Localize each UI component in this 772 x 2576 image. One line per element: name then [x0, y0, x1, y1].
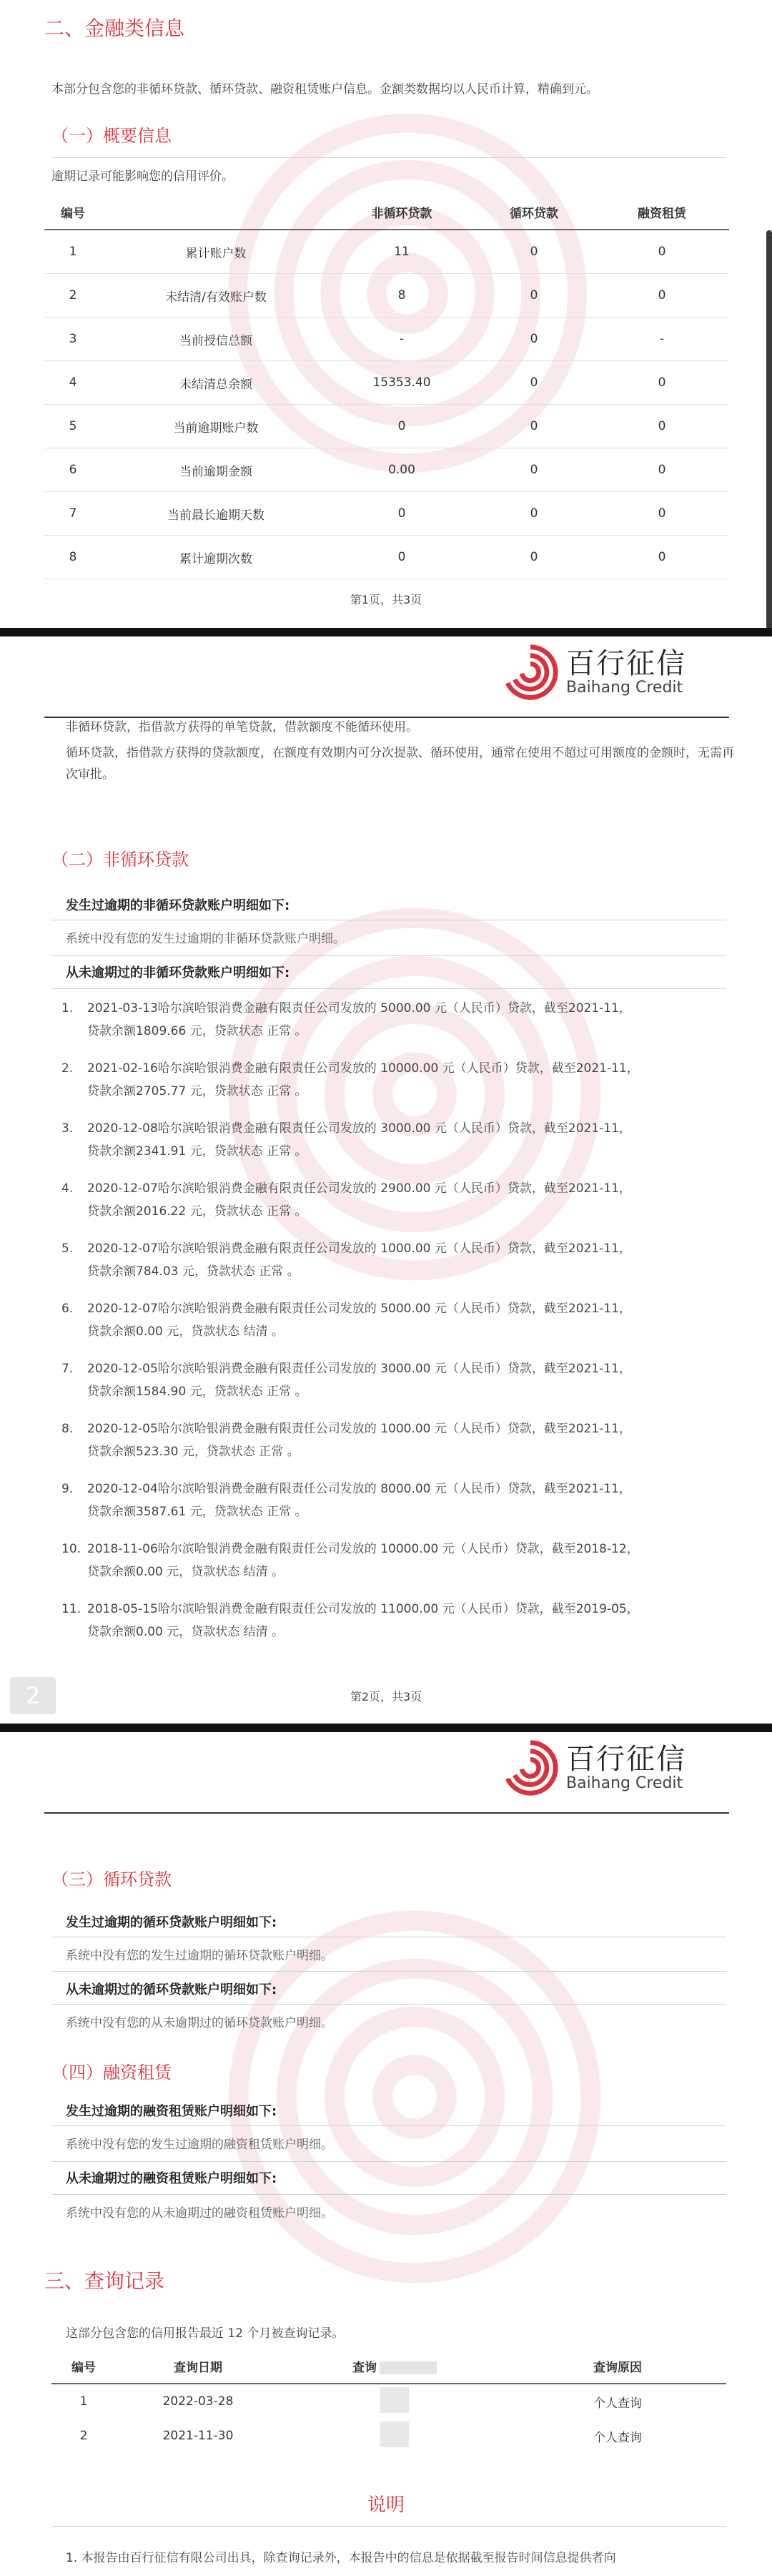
list-item-line2: 贷款余额2016.22 元，贷款状态 正常 。: [87, 1204, 307, 1219]
list-item-number: 10.: [61, 1542, 81, 1556]
cell-leasing: 0: [595, 536, 729, 579]
table-row: [44, 448, 729, 492]
list-item: [51, 1297, 738, 1357]
list-item-line1: 2020-12-04哈尔滨哈银消费金融有限责任公司发放的 8000.00 元（人民币）贷款，截至2021-11，: [87, 1482, 631, 1496]
report-page-1: [0, 0, 772, 628]
cell-number: 1: [44, 230, 102, 274]
divider: [51, 955, 726, 956]
cell-item: 当前授信总额: [102, 318, 330, 361]
subsection-title-leasing: （四）融资租赁: [51, 2063, 172, 2083]
page-footer: 第2页，共3页: [350, 1690, 422, 1704]
list-item-line1: 2018-11-06哈尔滨哈银消费金融有限责任公司发放的 10000.00 元（人民币）贷款，截至2018-12，: [87, 1542, 639, 1556]
summary-table: [44, 195, 729, 579]
col-header-item: [102, 195, 330, 230]
cell-item: 累计账户数: [102, 230, 330, 274]
logo-text-en: Baihang Credit: [566, 1774, 683, 1792]
list-item-line1: 2021-03-13哈尔滨哈银消费金融有限责任公司发放的 5000.00 元（人民币）贷款，截至2021-11，: [87, 1001, 631, 1016]
cell-revolving: 0: [473, 492, 595, 536]
col-header-query-reason: 查询原因: [509, 2349, 726, 2384]
cell-revolving: 0: [473, 536, 595, 579]
section-title-financial: 二、金融类信息: [44, 16, 185, 40]
list-item-number: 4.: [61, 1181, 74, 1196]
cell-revolving: 0: [473, 448, 595, 492]
cell-number: 1: [79, 2394, 88, 2409]
logo-text-en: Baihang Credit: [566, 679, 683, 697]
list-item: [51, 1057, 738, 1117]
cell-item: 未结清/有效账户数: [102, 274, 330, 318]
cell-leasing: 0: [595, 361, 729, 405]
list-item: [51, 1598, 738, 1658]
logo-text-cn: 百行征信: [566, 1743, 686, 1776]
cell-revolving: 0: [473, 274, 595, 318]
cell-leasing: 0: [595, 274, 729, 318]
divider: [51, 2526, 726, 2527]
subsection-title-nonrevolving: （二）非循环贷款: [51, 850, 189, 870]
list-item-line1: 2020-12-05哈尔滨哈银消费金融有限责任公司发放的 3000.00 元（人民币）贷款，截至2021-11，: [87, 1362, 631, 1376]
col-header-nonrevolving: 非循环贷款: [330, 195, 473, 230]
table-row: [51, 2384, 726, 2419]
header-divider: [44, 1812, 729, 1814]
cell-leasing: -: [595, 318, 729, 361]
table-row: [44, 536, 729, 579]
list-item: [51, 1417, 738, 1478]
rev-normal-text: 系统中没有您的从未逾期过的循环贷款账户明细。: [66, 2016, 333, 2030]
cell-nonrevolving: -: [330, 318, 473, 361]
page-separator: [0, 1724, 772, 1732]
list-item-line1: 2021-02-16哈尔滨哈银消费金融有限责任公司发放的 10000.00 元（人民币）贷款，截至2021-11，: [87, 1061, 639, 1076]
list-item-line2: 贷款余额784.03 元，贷款状态 正常 。: [87, 1264, 300, 1279]
cell-number: 3: [44, 318, 102, 361]
overdue-text: 系统中没有您的发生过逾期的非循环贷款账户明细。: [66, 932, 345, 946]
list-item-number: 5.: [61, 1242, 74, 1256]
query-table: [51, 2349, 726, 2453]
report-page-2: [0, 636, 772, 1724]
cell-nonrevolving: 8: [330, 274, 473, 318]
table-row: [44, 492, 729, 536]
list-item-line2: 贷款余额1584.90 元，贷款状态 正常 。: [87, 1385, 307, 1399]
notes-title: 说明: [367, 2494, 405, 2516]
table-row: [44, 318, 729, 361]
list-item-line1: 2020-12-07哈尔滨哈银消费金融有限责任公司发放的 2900.00 元（人民币）贷款，截至2021-11，: [87, 1181, 631, 1196]
lease-normal-text: 系统中没有您的从未逾期过的融资租赁账户明细。: [66, 2206, 333, 2221]
list-item-line2: 贷款余额2705.77 元，贷款状态 正常 。: [87, 1084, 307, 1098]
list-item-line2: 贷款余额523.30 元，贷款状态 正常 。: [87, 1445, 300, 1459]
redacted-block: [380, 2422, 409, 2447]
cell-revolving: 0: [473, 318, 595, 361]
list-item: [51, 1177, 738, 1237]
table-row: [44, 361, 729, 405]
cell-item: 当前逾期账户数: [102, 405, 330, 448]
col-header-number: 编号: [44, 195, 102, 230]
redacted-block: [380, 2387, 409, 2413]
def-revolving: 循环贷款，指借款方获得的贷款额度，在额度有效期内可分次提款、循环使用，通常在使用不超过可用额度的金额时，无需再次审批。: [66, 746, 734, 782]
overdue-note: 逾期记录可能影响您的信用评价。: [51, 169, 234, 184]
cell-item: 当前逾期金额: [102, 448, 330, 492]
list-item-line1: 2020-12-08哈尔滨哈银消费金融有限责任公司发放的 3000.00 元（人民币）贷款，截至2021-11，: [87, 1121, 631, 1136]
redacted-block: [380, 2361, 437, 2374]
baihang-logo: [500, 1738, 686, 1798]
lease-normal-heading: 从未逾期过的融资租赁账户明细如下:: [66, 2171, 277, 2186]
cell-number: 2: [79, 2429, 88, 2443]
list-item-line2: 贷款余额2341.91 元，贷款状态 正常 。: [87, 1144, 307, 1159]
list-item-number: 7.: [61, 1362, 74, 1376]
list-item: [51, 1538, 738, 1598]
list-item-number: 3.: [61, 1121, 74, 1136]
cell-query-reason: 个人查询: [593, 2396, 642, 2411]
list-item-line1: 2020-12-07哈尔滨哈银消费金融有限责任公司发放的 1000.00 元（人民币）贷款，截至2021-11，: [87, 1242, 631, 1256]
overdue-heading: 发生过逾期的非循环贷款账户明细如下:: [66, 898, 290, 913]
lease-overdue-text: 系统中没有您的发生过逾期的融资租赁账户明细。: [66, 2138, 333, 2152]
col-header-number: 编号: [51, 2349, 116, 2384]
section-intro: 本部分包含您的非循环贷款、循环贷款、融资租赁账户信息。金额类数据均以人民币计算，精确到元。: [51, 82, 598, 97]
list-item-line2: 贷款余额0.00 元，贷款状态 结清 。: [87, 1324, 284, 1339]
divider: [51, 2161, 726, 2162]
query-intro: 这部分包含您的信用报告最近 12 个月被查询记录。: [66, 2326, 345, 2341]
baihang-logo-icon: [500, 642, 560, 702]
col-header-leasing: 融资租赁: [595, 195, 729, 230]
baihang-logo: [500, 642, 686, 702]
page-footer: 第1页，共3页: [350, 593, 422, 606]
page-separator: [0, 628, 772, 636]
cell-nonrevolving: 0: [330, 492, 473, 536]
subsection-title-revolving: （三）循环贷款: [51, 1869, 172, 1889]
cell-revolving: 0: [473, 405, 595, 448]
cell-item: 当前最长逾期天数: [102, 492, 330, 536]
cell-revolving: 0: [473, 361, 595, 405]
cell-query-org: [280, 2384, 509, 2419]
cell-nonrevolving: 0.00: [330, 448, 473, 492]
rev-overdue-heading: 发生过逾期的循环贷款账户明细如下:: [66, 1915, 277, 1930]
list-item-line1: 2020-12-05哈尔滨哈银消费金融有限责任公司发放的 1000.00 元（人民币）贷款，截至2021-11，: [87, 1422, 631, 1436]
list-item-line1: 2020-12-07哈尔滨哈银消费金融有限责任公司发放的 5000.00 元（人民币）贷款，截至2021-11，: [87, 1302, 631, 1316]
list-item-line1: 2018-05-15哈尔滨哈银消费金融有限责任公司发放的 11000.00 元（人民币）贷款，截至2019-05，: [87, 1602, 639, 1616]
list-item: [51, 997, 738, 1057]
subsection-title-summary: （一）概要信息: [51, 126, 172, 146]
section-title-query: 三、查询记录: [44, 2269, 165, 2293]
table-row: [44, 405, 729, 448]
col-header-query-org: 查询: [280, 2349, 509, 2384]
cell-leasing: 0: [595, 405, 729, 448]
cell-leasing: 0: [595, 448, 729, 492]
table-row: [51, 2419, 726, 2453]
baihang-logo-icon: [500, 1738, 560, 1798]
divider: [51, 1971, 726, 1972]
col-header-revolving: 循环贷款: [473, 195, 595, 230]
table-header-row: [51, 2349, 726, 2384]
list-item-number: 8.: [61, 1422, 74, 1436]
cell-item: 累计逾期次数: [102, 536, 330, 579]
def-nonrevolving: 非循环贷款，指借款方获得的单笔贷款，借款额度不能循环使用。: [66, 720, 418, 734]
report-page-3: [0, 1732, 772, 2576]
loan-list: [51, 997, 738, 1658]
table-row: [44, 230, 729, 274]
divider: [51, 157, 726, 158]
list-item-line2: 贷款余额1809.66 元，贷款状态 正常 。: [87, 1024, 307, 1038]
cell-number: 7: [44, 492, 102, 536]
cell-revolving: 0: [473, 230, 595, 274]
table-header-row: [44, 195, 729, 230]
lease-overdue-heading: 发生过逾期的融资租赁账户明细如下:: [66, 2104, 277, 2119]
cell-number: 2: [44, 274, 102, 318]
cell-query-date: 2022-03-28: [162, 2394, 234, 2409]
page-number-badge: 2: [10, 1677, 56, 1714]
cell-number: 6: [44, 448, 102, 492]
cell-query-reason: 个人查询: [593, 2430, 642, 2445]
normal-heading: 从未逾期过的非循环贷款账户明细如下:: [66, 965, 290, 980]
table-row: [44, 274, 729, 318]
list-item: [51, 1117, 738, 1177]
cell-item: 未结清总余额: [102, 361, 330, 405]
divider: [51, 988, 726, 989]
divider: [51, 2194, 726, 2195]
rev-normal-heading: 从未逾期过的循环贷款账户明细如下:: [66, 1982, 277, 1997]
list-item-line2: 贷款余额0.00 元，贷款状态 结清 。: [87, 1565, 284, 1579]
cell-number: 8: [44, 536, 102, 579]
list-item-number: 1.: [61, 1001, 74, 1016]
cell-query-org: [280, 2419, 509, 2453]
cell-nonrevolving: 11: [330, 230, 473, 274]
scrollbar[interactable]: [766, 230, 772, 628]
cell-leasing: 0: [595, 230, 729, 274]
list-item-line2: 贷款余额3587.61 元，贷款状态 正常 。: [87, 1505, 307, 1519]
list-item: [51, 1478, 738, 1538]
note-1: 1. 本报告由百行征信有限公司出具，除查询记录外，本报告中的信息是依据截至报告时间信息提供者向: [66, 2551, 616, 2565]
list-item-line2: 贷款余额0.00 元，贷款状态 结清 。: [87, 1625, 284, 1639]
divider: [51, 2125, 726, 2126]
cell-nonrevolving: 15353.40: [330, 361, 473, 405]
col-header-query-date: 查询日期: [116, 2349, 280, 2384]
rev-overdue-text: 系统中没有您的发生过逾期的循环贷款账户明细。: [66, 1949, 333, 1963]
cell-nonrevolving: 0: [330, 405, 473, 448]
logo-text-cn: 百行征信: [566, 647, 686, 680]
list-item-number: 6.: [61, 1302, 74, 1316]
list-item-number: 9.: [61, 1482, 74, 1496]
list-item-number: 11.: [61, 1602, 81, 1616]
list-item: [51, 1237, 738, 1297]
cell-query-date: 2021-11-30: [162, 2429, 234, 2443]
list-item-number: 2.: [61, 1061, 74, 1076]
cell-number: 4: [44, 361, 102, 405]
list-item: [51, 1357, 738, 1417]
cell-leasing: 0: [595, 492, 729, 536]
divider: [51, 2004, 726, 2005]
cell-nonrevolving: 0: [330, 536, 473, 579]
cell-number: 5: [44, 405, 102, 448]
